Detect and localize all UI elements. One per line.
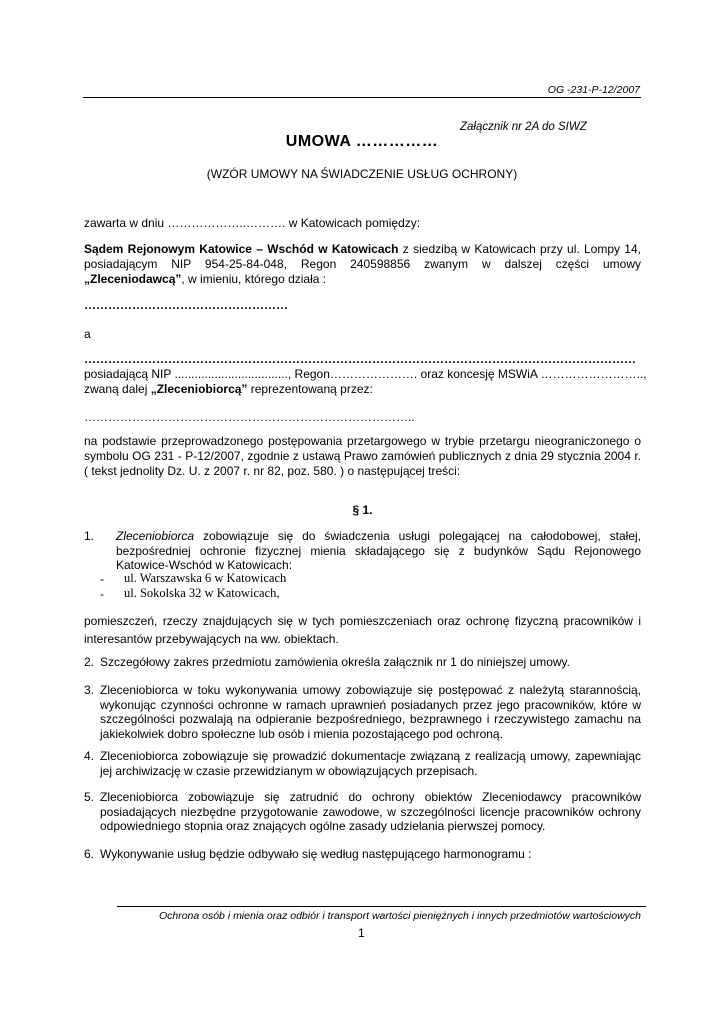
document-code: OG -231-P-12/2007 bbox=[547, 84, 640, 96]
party1-text1: z siedzibą w Katowicach przy ul. Lompy 14, posiadającym NIP 954-25-84-048, Regon 240598856 zwanym w dalszej części umowy bbox=[84, 242, 641, 271]
footer-text: Ochrona osób i mienia oraz odbiór i transport wartości pieniężnych i innych przedmiotów wartościowych bbox=[158, 910, 641, 922]
party2-dots: ………………………………………………………………………………………………………………………… bbox=[84, 352, 636, 366]
footer-rule bbox=[117, 906, 646, 907]
item-number: 1. bbox=[84, 529, 95, 543]
item-number: 4. bbox=[84, 749, 95, 763]
legal-basis-paragraph: na podstawie przeprowadzonego postępowania przetargowego w trybie przetargu nieograniczonego o symbolu OG 231 - P-12/2007, zgodnie z ustawą Prawo zamówień publicznych z dnia 29 stycznia 2004 r. ( tekst jednolity Dz. U. z 2007 r. nr 82, poz. 580. ) o następującej treści: bbox=[84, 434, 641, 478]
item-lead: Zleceniobiorca bbox=[116, 529, 195, 543]
party1-name: Sądem Rejonowym Katowice – Wschód w Katowicach bbox=[84, 242, 399, 256]
item-text: Zleceniobiorca zobowiązuje się prowadzić dokumentacje związaną z realizacją umowy, zapewniając jej archiwizację w czasie przewidzianym w obowiązujących przepisach. bbox=[100, 749, 641, 778]
contract-subtitle: (WZÓR UMOWY NA ŚWIADCZENIE USŁUG OCHRONY) bbox=[206, 167, 518, 181]
item-text: Wykonywanie usług będzie odbywało się według następującego harmonogramu : bbox=[100, 847, 532, 861]
party1-signatory-dots: …………………………………………… bbox=[84, 298, 288, 312]
party2-representative-dots: ……………………………………………………………………….. bbox=[84, 410, 415, 424]
party1-paragraph bbox=[84, 242, 641, 287]
party2-line1: posiadającą NIP .................................., Regon…………………. oraz koncesję MSWiA …………………….., bbox=[84, 367, 647, 381]
contract-title: UMOWA …………… bbox=[285, 133, 439, 150]
item-body: zobowiązuje się do świadczenia usługi polegającej na całodobowej, stałej, bezpośredniej ochronie fizycznej mienia składającego się z budynków Sądu Rejonowego Katowice-Wschód w Katowicach: bbox=[116, 529, 641, 572]
address-line: ul. Sokolska 32 w Katowicach, bbox=[124, 586, 280, 600]
page-number: 1 bbox=[358, 926, 365, 940]
intro-line: zawarta w dniu ………………..………. w Katowicach pomiędzy: bbox=[84, 216, 421, 230]
item-number: 2. bbox=[84, 655, 95, 669]
item-text: Zleceniobiorca w toku wykonywania umowy zobowiązuje się postępować z należytą starannością, wykonując czynności ochronne w ramach uprawnień posiadanych przez jego pracowników, które w szczególności pozwalają na odpieranie bezpośredniego, bezprawnego i rzeczywistego zamachu na jakiekolwiek dobro społeczne lub osób i mienia pozostającego pod ochroną. bbox=[100, 683, 641, 741]
header-rule bbox=[83, 97, 641, 98]
party2-prefix: zwaną dalej bbox=[84, 382, 151, 396]
item-number: 6. bbox=[84, 847, 95, 861]
address-dash: - bbox=[100, 572, 104, 586]
section-heading: § 1. bbox=[352, 503, 373, 517]
party1-role: „Zleceniodawcą” bbox=[84, 272, 182, 286]
item-text: Zleceniobiorca zobowiązuje się zatrudnić do ochrony obiektów Zleceniodawcy pracowników posiadających niezbędne przygotowanie zawodowe, w szczególności licencje pracowników ochrony odpowiedniego stopnia oraz znających ogólne zasady udzielania pierwszej pomocy. bbox=[100, 790, 641, 833]
premises-paragraph: pomieszczeń, rzeczy znajdujących się w tych pomieszczeniach oraz ochronę fizyczną pracowników i interesantów przebywających na ww. obiektach. bbox=[84, 614, 641, 646]
item-number: 5. bbox=[84, 790, 95, 804]
item-text bbox=[116, 529, 641, 573]
address-line: ul. Warszawska 6 w Katowicach bbox=[124, 571, 287, 585]
annex-label: Załącznik nr 2A do SIWZ bbox=[460, 121, 587, 133]
party2-role: „Zleceniobiorcą” bbox=[150, 382, 248, 396]
and-word: a bbox=[84, 327, 91, 341]
party2-suffix: reprezentowaną przez: bbox=[247, 382, 373, 396]
party2-line2 bbox=[84, 382, 641, 397]
party1-text2: , w imieniu, którego działa : bbox=[181, 272, 327, 286]
item-number: 3. bbox=[84, 683, 95, 697]
item-text: Szczegółowy zakres przedmiotu zamówienia określa załącznik nr 1 do niniejszej umowy. bbox=[100, 655, 570, 669]
address-dash: - bbox=[100, 587, 104, 601]
